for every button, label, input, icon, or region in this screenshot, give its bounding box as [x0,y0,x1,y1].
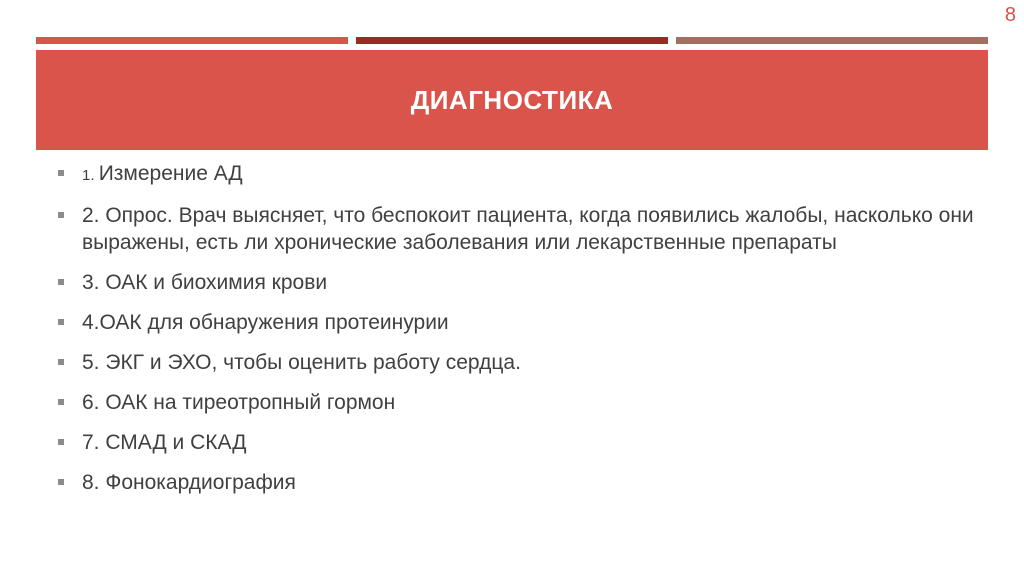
decor-bar-light-red [36,37,348,44]
square-bullet-icon [58,479,64,485]
list-item-text: 3. ОАК и биохимия крови [82,271,328,294]
decor-bar-dark-red [356,37,668,44]
list-item-text: 4.ОАК для обнаружения протеинурии [82,311,449,334]
list-item-text: 8. Фонокардиография [82,471,296,494]
top-decorative-bars [36,37,988,45]
slide-title: ДИАГНОСТИКА [410,84,614,115]
slide-number: 8 [1004,4,1016,26]
list-item [58,269,978,296]
bullet-list [58,160,978,509]
list-item [58,389,978,416]
square-bullet-icon [58,212,64,218]
list-item [58,309,978,336]
list-item-text: 5. ЭКГ и ЭХО, чтобы оценить работу сердца. [82,351,521,374]
square-bullet-icon [58,439,64,445]
list-item-text: Измерение АД [98,162,243,185]
list-item-text: 7. СМАД и СКАД [82,431,247,454]
list-item-text: 6. ОАК на тиреотропный гормон [82,391,396,414]
square-bullet-icon [58,359,64,365]
square-bullet-icon [58,399,64,405]
square-bullet-icon [58,279,64,285]
list-item-text: 2. Опрос. Врач выясняет, что беспокоит пациента, когда появились жалобы, насколько они выражены, есть ли хронические заболевания или лекарственные препараты [82,204,974,254]
list-item [58,429,978,456]
list-item-number: 1. [82,167,99,184]
list-item [58,160,978,189]
square-bullet-icon [58,319,64,325]
title-band [36,50,988,150]
square-bullet-icon [58,170,64,176]
decor-bar-brown [676,37,988,44]
list-item [58,469,978,496]
list-item [58,202,978,256]
list-item [58,349,978,376]
